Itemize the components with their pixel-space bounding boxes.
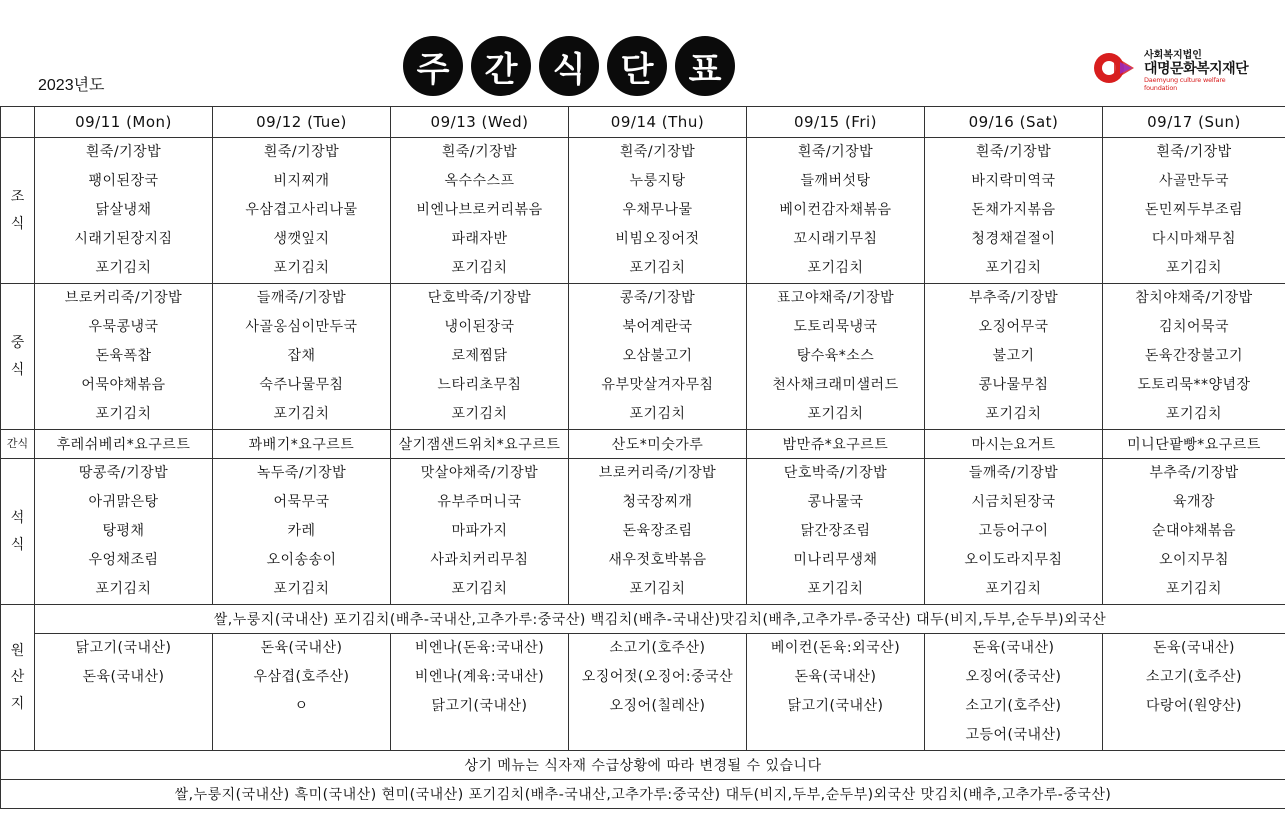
menu-item: 포기김치 (807, 260, 864, 276)
menu-item: 로제찜닭 (451, 348, 508, 364)
notice-row (1, 751, 1285, 780)
menu-item: 콩나물국 (807, 494, 864, 510)
breakfast-menu-cell (569, 138, 747, 284)
snack-cell: 후레쉬베리*요구르트 (35, 430, 213, 459)
menu-item: 꼬시래기무침 (793, 231, 878, 247)
menu-item: 다시마채무침 (1151, 231, 1237, 247)
logo-english-name: Daemyung culture welfare foundation (1144, 76, 1226, 92)
footer-origin-text: 쌀,누룽지(국내산) 흑미(국내산) 현미(국내산) 포기김치(배추-국내산,고추가루:중국산) 대두(비지,두부,순두부)외국산 맛김치(배추,고추가루-중국산) (1, 780, 1285, 809)
origin-item: 우삼겹(호주산) (253, 669, 350, 685)
meal-label-char: 중 (10, 334, 25, 351)
day-header: 09/16 (Sat) (925, 107, 1103, 138)
menu-item: 포기김치 (1165, 406, 1223, 422)
menu-item: 콩나물무침 (978, 377, 1049, 393)
snack-cell: 미니단팥빵*요구르트 (1103, 430, 1285, 459)
menu-item: 천사채크래미샐러드 (772, 377, 899, 393)
menu-item: 누룽지탕 (629, 173, 686, 189)
title-char: 단 (607, 36, 667, 96)
year-label: 2023년도 (38, 77, 105, 94)
origin-item: 돈육(국내산) (972, 640, 1055, 656)
menu-item: 탕수육*소스 (796, 348, 875, 364)
menu-item: 흰죽/기장밥 (263, 144, 340, 160)
notice-text: 상기 메뉴는 식자재 수급상황에 따라 변경될 수 있습니다 (1, 751, 1285, 780)
meal-label-breakfast (1, 138, 35, 284)
menu-item: 새우젓호박볶음 (608, 552, 707, 568)
meal-label-char: 원 (10, 642, 25, 659)
lunch-menu-cell (925, 284, 1103, 430)
menu-item: 단호박죽/기장밥 (783, 465, 888, 481)
menu-item: 탕평채 (102, 523, 145, 539)
lunch-menu-cell (391, 284, 569, 430)
menu-item: 돈민찌두부조림 (1144, 202, 1244, 218)
menu-item: 파래자반 (451, 231, 508, 247)
menu-item: 느타리초무침 (437, 377, 522, 393)
menu-item: 녹두죽/기장밥 (256, 465, 347, 481)
origin-item: 소고기(호주산) (1145, 669, 1243, 685)
origin-item: 비엔나(계육:국내산) (414, 669, 545, 685)
menu-item: 사골만두국 (1158, 173, 1230, 189)
menu-item: 북어계란국 (622, 319, 693, 335)
menu-item: 브로커리죽/기장밥 (598, 465, 717, 481)
menu-item: 우엉채조림 (88, 552, 159, 568)
menu-item: 포기김치 (985, 406, 1042, 422)
menu-item: 포기김치 (273, 581, 330, 597)
snack-cell: 산도*미숫가루 (569, 430, 747, 459)
title-char: 식 (539, 36, 599, 96)
origin-item: 소고기(호주산) (965, 698, 1062, 714)
origin-cell (747, 634, 925, 751)
origin-common-row (1, 605, 1285, 634)
menu-item: 카레 (287, 523, 316, 539)
menu-item: 시금치된장국 (971, 494, 1056, 510)
day-header: 09/15 (Fri) (747, 107, 925, 138)
breakfast-menu-cell (747, 138, 925, 284)
menu-item: 숙주나물무침 (259, 377, 344, 393)
origin-row (1, 634, 1285, 751)
menu-item: 우묵콩냉국 (88, 319, 159, 335)
menu-item: 도토리묵**양념장 (1137, 377, 1251, 393)
page-title (403, 36, 735, 96)
origin-item: 돈육(국내산) (82, 669, 165, 685)
menu-item: 어묵무국 (273, 494, 330, 510)
menu-item: 팽이된장국 (88, 173, 159, 189)
origin-item: 비엔나(돈육:국내산) (414, 640, 545, 656)
meal-label-char: 식 (10, 361, 25, 378)
origin-item: 오징어젓(오징어:중국산 (581, 669, 734, 685)
menu-item: 오이지무침 (1158, 552, 1230, 568)
snack-cell: 꽈배기*요구르트 (213, 430, 391, 459)
menu-item: 비빔오징어젓 (615, 231, 700, 247)
lunch-row (1, 284, 1285, 430)
title-char: 표 (675, 36, 735, 96)
menu-item: 아귀맑은탕 (88, 494, 159, 510)
breakfast-menu-cell (391, 138, 569, 284)
menu-item: 포기김치 (451, 581, 508, 597)
origin-cell (569, 634, 747, 751)
snack-cell: 살기잼샌드위치*요구르트 (391, 430, 569, 459)
menu-item: 포기김치 (985, 581, 1042, 597)
menu-item: 표고야채죽/기장밥 (776, 290, 895, 306)
menu-item: 마파가지 (451, 523, 508, 539)
menu-item: 흰죽/기장밥 (85, 144, 162, 160)
lunch-menu-cell (35, 284, 213, 430)
origin-item: 돈육(국내산) (794, 669, 877, 685)
menu-item: 들깨버섯탕 (800, 173, 871, 189)
menu-item: 비지찌개 (273, 173, 330, 189)
breakfast-row (1, 138, 1285, 284)
logo-subtitle: 사회복지법인 (1144, 50, 1202, 61)
origin-item: 오징어(중국산) (965, 669, 1062, 685)
menu-item: 육개장 (1172, 494, 1216, 510)
menu-item: 생깻잎지 (273, 231, 330, 247)
day-header: 09/13 (Wed) (391, 107, 569, 138)
lunch-menu-cell (747, 284, 925, 430)
menu-item: 포기김치 (451, 406, 508, 422)
weekly-menu-table (0, 106, 1285, 809)
dinner-menu-cell (35, 459, 213, 605)
lunch-menu-cell (213, 284, 391, 430)
menu-item: 포기김치 (1165, 260, 1223, 276)
lunch-menu-cell (1103, 284, 1285, 430)
menu-item: 고등어구이 (978, 523, 1049, 539)
menu-item: 포기김치 (807, 406, 864, 422)
lunch-menu-cell (569, 284, 747, 430)
meal-label-snack (1, 430, 35, 459)
breakfast-menu-cell (35, 138, 213, 284)
menu-item: 부추죽/기장밥 (968, 290, 1059, 306)
origin-item: 돈육(국내산) (1152, 640, 1236, 656)
menu-item: 우삼겹고사리나물 (245, 202, 358, 218)
menu-item: 돈육폭찹 (95, 348, 152, 364)
menu-item: 청경채겉절이 (971, 231, 1056, 247)
menu-item: 사골옹심이만두국 (245, 319, 358, 335)
dinner-menu-cell (569, 459, 747, 605)
menu-item: 포기김치 (451, 260, 508, 276)
menu-item: 부추죽/기장밥 (1149, 465, 1239, 481)
origin-item: 닭고기(국내산) (787, 698, 884, 714)
snack-cell: 밤만쥬*요구르트 (747, 430, 925, 459)
day-header: 09/14 (Thu) (569, 107, 747, 138)
menu-item: 청국장찌개 (622, 494, 693, 510)
menu-item: 참치야채죽/기장밥 (1135, 290, 1253, 306)
snack-row (1, 430, 1285, 459)
menu-item: 단호박죽/기장밥 (427, 290, 532, 306)
origin-item: 다랑어(원양산) (1145, 698, 1243, 714)
origin-cell (213, 634, 391, 751)
dinner-row (1, 459, 1285, 605)
meal-label-origin (1, 605, 35, 751)
menu-item: 포기김치 (273, 260, 330, 276)
dinner-menu-cell (1103, 459, 1285, 605)
menu-item: 땅콩죽/기장밥 (78, 465, 169, 481)
menu-item: 포기김치 (629, 406, 686, 422)
menu-item: 흰죽/기장밥 (975, 144, 1052, 160)
menu-item: 옥수수스프 (444, 173, 515, 189)
origin-item: ㅇ (294, 698, 309, 714)
meal-label-char: 석 (10, 509, 25, 526)
title-char: 주 (403, 36, 463, 96)
day-header: 09/17 (Sun) (1103, 107, 1285, 138)
menu-item: 닭살냉채 (95, 202, 152, 218)
menu-item: 오징어무국 (978, 319, 1049, 335)
menu-item: 오이도라지무침 (964, 552, 1063, 568)
breakfast-menu-cell (213, 138, 391, 284)
menu-item: 들깨죽/기장밥 (968, 465, 1059, 481)
menu-item: 흰죽/기장밥 (797, 144, 874, 160)
breakfast-menu-cell (1103, 138, 1285, 284)
menu-item: 흰죽/기장밥 (1156, 144, 1232, 160)
menu-item: 포기김치 (95, 581, 152, 597)
meal-label-dinner (1, 459, 35, 605)
corner-cell (1, 107, 35, 138)
menu-item: 흰죽/기장밥 (441, 144, 518, 160)
menu-item: 돈육간장불고기 (1144, 348, 1244, 364)
menu-item: 바지락미역국 (971, 173, 1056, 189)
menu-item: 들깨죽/기장밥 (256, 290, 347, 306)
menu-item: 도토리묵냉국 (793, 319, 878, 335)
origin-cell (925, 634, 1103, 751)
menu-item: 포기김치 (985, 260, 1042, 276)
origin-item: 닭고기(국내산) (431, 698, 528, 714)
menu-item: 김치어묵국 (1158, 319, 1230, 335)
menu-item: 포기김치 (95, 260, 152, 276)
origin-item: 돈육(국내산) (260, 640, 343, 656)
footer-row (1, 780, 1285, 809)
dinner-menu-cell (391, 459, 569, 605)
logo-name: 대명문화복지재단 (1144, 61, 1249, 77)
menu-item: 포기김치 (1165, 581, 1223, 597)
meal-label-char: 조 (10, 188, 25, 205)
day-header: 09/12 (Tue) (213, 107, 391, 138)
menu-item: 돈육장조림 (622, 523, 693, 539)
origin-item: 소고기(호주산) (609, 640, 706, 656)
meal-label-char: 식 (10, 215, 25, 232)
menu-item: 닭간장조림 (800, 523, 871, 539)
title-char: 간 (471, 36, 531, 96)
menu-item: 흰죽/기장밥 (619, 144, 696, 160)
menu-item: 오이송송이 (266, 552, 337, 568)
menu-item: 콩죽/기장밥 (619, 290, 696, 306)
menu-item: 순대야채볶음 (1151, 523, 1237, 539)
day-header: 09/11 (Mon) (35, 107, 213, 138)
meal-label-char: 간식 (6, 436, 29, 450)
menu-item: 포기김치 (629, 581, 686, 597)
menu-item: 맛살야채죽/기장밥 (420, 465, 539, 481)
dinner-menu-cell (925, 459, 1103, 605)
menu-item: 유부주머니국 (437, 494, 522, 510)
meal-label-lunch (1, 284, 35, 430)
menu-item: 브로커리죽/기장밥 (64, 290, 183, 306)
menu-item: 유부맛살겨자무침 (601, 377, 714, 393)
menu-item: 어묵야채볶음 (81, 377, 166, 393)
menu-item: 포기김치 (807, 581, 864, 597)
menu-item: 베이컨감자채볶음 (779, 202, 892, 218)
origin-item: 닭고기(국내산) (75, 640, 172, 656)
meal-label-char: 산 (10, 669, 25, 686)
menu-item: 불고기 (992, 348, 1035, 364)
menu-item: 우채무나물 (622, 202, 693, 218)
origin-item: 고등어(국내산) (965, 727, 1062, 743)
foundation-logo (1092, 46, 1252, 90)
origin-cell (391, 634, 569, 751)
origin-cell (1103, 634, 1285, 751)
menu-item: 포기김치 (629, 260, 686, 276)
menu-item: 비엔나브로커리볶음 (416, 202, 543, 218)
origin-item: 오징어(칠레산) (609, 698, 706, 714)
menu-item: 시래기된장지짐 (74, 231, 173, 247)
breakfast-menu-cell (925, 138, 1103, 284)
meal-label-char: 지 (10, 695, 25, 712)
dinner-menu-cell (213, 459, 391, 605)
dinner-menu-cell (747, 459, 925, 605)
snack-cell: 마시는요거트 (925, 430, 1103, 459)
menu-item: 잡채 (287, 348, 316, 364)
menu-item: 냉이된장국 (444, 319, 515, 335)
menu-item: 포기김치 (95, 406, 152, 422)
menu-item: 돈채가지볶음 (971, 202, 1056, 218)
header-row (1, 107, 1285, 138)
menu-item: 사과치커리무침 (430, 552, 529, 568)
menu-item: 포기김치 (273, 406, 330, 422)
foundation-logo-icon (1092, 48, 1136, 88)
meal-label-char: 식 (10, 536, 25, 553)
origin-cell (35, 634, 213, 751)
origin-item: 베이컨(돈육:외국산) (770, 640, 901, 656)
menu-item: 오삼불고기 (622, 348, 693, 364)
menu-item: 미나리무생채 (793, 552, 878, 568)
origin-common: 쌀,누룽지(국내산) 포기김치(배추-국내산,고추가루:중국산) 백김치(배추-국내산)맛김치(배추,고추가루-중국산) 대두(비지,두부,순두부)외국산 (35, 605, 1285, 634)
